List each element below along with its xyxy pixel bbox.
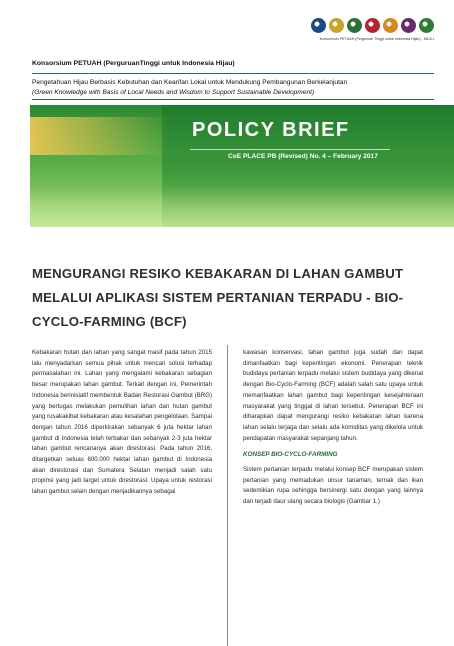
left-column — [32, 348, 212, 498]
banner-separator — [190, 149, 390, 150]
partner-logos — [244, 18, 434, 41]
tagline-english: (Green Knowledge with Basis of Local Needs and Wisdom to Support Sustainable Development) — [32, 89, 315, 96]
university-logo-4 — [365, 18, 380, 33]
column-divider — [227, 345, 228, 646]
university-logo-3 — [347, 18, 362, 33]
divider-bottom — [32, 99, 434, 100]
banner-gold-band — [30, 117, 170, 155]
left-column-text: Kebakaran hutan dan lahan yang sangat masif pada tahun 2015 lalu menyadarkan semua pihak untuk mencari solusi terhadap permasalahan ini. Lahan yang mengalami kebakaran sebagian besar merupakan lahan gambut. Terkait dengan ini, Pemerintah Indonesia berinisiatif membentuk Badan Restorasi Gambut (BRG) yang bertugas melakukan pemulihan lahan dan hutan gambut yang rusakakibat kebakaran atau kesalahan pengelolaan. Sampai dengan tahun 2016 diperkirakan sebanyak 6 juta hektar lahan gambut di Indonesia telah terbakar dan sebanyak 2-3 juta hektar lahan gambut rencananya akan direstorasi. Pada tahun 2016, ditargetkan seluas 600.000 hektar lahan gambut di Indonesia akan direstorasi dan Sumatera Selatan menjadi salah satu propinsi yang jadi target untuk direstorasi. Upaya untuk restorasi lahan gambut selain dengan menjadikannya sebagai — [32, 349, 212, 496]
consortium-name: Konsorsium PETUAH (PerguruanTinggi untuk Indonesia Hijau) — [32, 60, 235, 67]
university-logo-6 — [401, 18, 416, 33]
policy-brief-banner — [30, 105, 454, 227]
logo-credit: Konsorsium PETUAH (Perguruan Tinggi untuk Indonesia Hijau) - MCA-I — [319, 37, 434, 41]
issue-number: CoE PLACE PB (Revised) No. 4 – February 2017 — [228, 153, 378, 160]
tagline-indonesian: Pengetahuan Hijau Berbasis Kebutuhan dan Kearifan Lokal untuk Mendukung Pembangunan Berkelanjutan — [32, 79, 348, 86]
university-logo-1 — [311, 18, 326, 33]
university-logo-5 — [383, 18, 398, 33]
university-logo-7 — [419, 18, 434, 33]
divider-top — [32, 73, 434, 74]
right-column-paragraph-1: kawasan konservasi, lahan gambut juga sudah dan dapat dimanfaatkan bagi kepentingan ekonomi. Penerapan teknik budidaya pertanian terpadu melalui sistem budidaya yang dikenal dengan Bio-Cyclo-Farming (BCF) adalah salah satu upaya untuk memanfaatkan lahan gambut bagi kepentingan kesejahteraan masyarakat yang tinggal di lahan tersebut. Penerapan BCF ini diharapkan dapat mengurangi resiko kebakaran lahan karena lahan selalu terjaga dan selalu ada komiditas yang dikelola untuk pendapatan masyarakat sepanjang tahun. — [243, 349, 423, 442]
banner-light-wave — [30, 187, 454, 227]
banner-title: POLICY BRIEF — [192, 119, 350, 141]
university-logo-2 — [329, 18, 344, 33]
right-column-paragraph-2: Sistem pertanian terpadu melalui konsep BCF merupakan sistem pertanian yang memadukan unsur tanaman, ternak dan ikan sedemikian rupa sehingga bersinergi satu dengan yang lainnya dan terjadi daur ulang secara biologis (Gambar 1.) — [243, 466, 423, 506]
tagline — [32, 78, 442, 98]
section-subheading: KONSEP BIO-CYCLO-FARMING — [243, 451, 338, 459]
article-title: MENGURANGI RESIKO KEBAKARAN DI LAHAN GAMBUT MELALUI APLIKASI SISTEM PERTANIAN TERPADU - BIO-CYCLO-FARMING (BCF) — [32, 266, 404, 329]
logo-row — [244, 18, 434, 33]
right-column — [243, 348, 423, 508]
